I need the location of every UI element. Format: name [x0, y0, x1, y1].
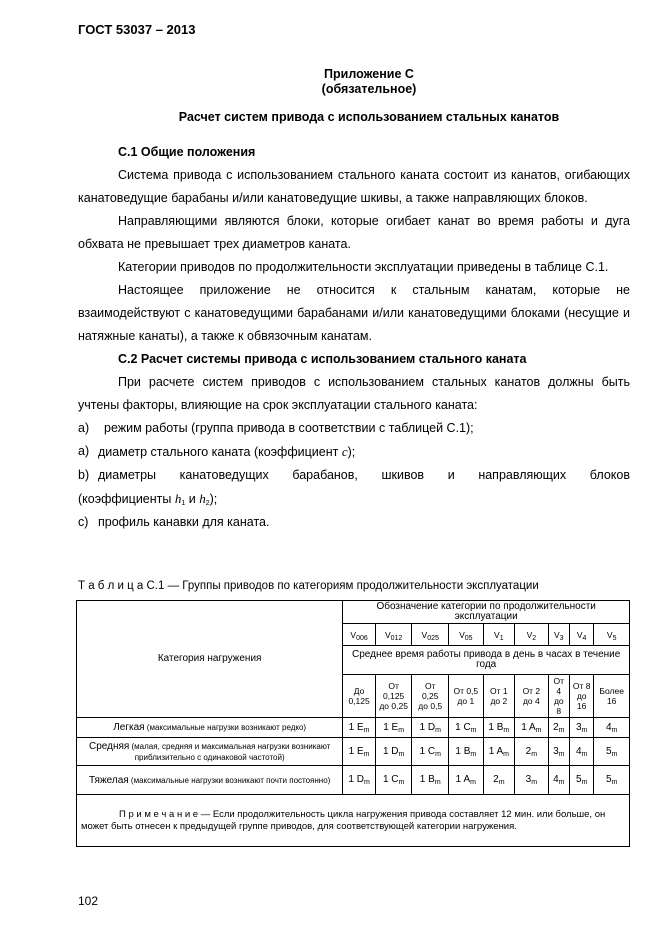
list-label: b): [78, 468, 90, 482]
range-cell: От 4 до 8: [548, 675, 569, 718]
paragraph-5: При расчете систем приводов с использованием стальных канатов должны быть учтены факторы, влияющие на срок эксплуатации стального каната:: [78, 375, 630, 412]
code-cell: $V_{012}$: [375, 624, 412, 646]
load-category-desc: (максимальные нагрузки возникают редко): [144, 723, 307, 732]
code-cell: $V_1$: [483, 624, 515, 646]
list-text: диаметр стального каната (коэффициент: [98, 445, 342, 459]
group-cell: $3_m$: [515, 766, 549, 795]
list-item-b: [78, 464, 630, 487]
group-cell: 1 $C_m$: [375, 766, 412, 795]
group-cell: $2_m$: [515, 738, 549, 766]
list-label: a): [78, 444, 90, 458]
note-text: — Если продолжительность цикла нагружения привода составляет 12 мин. или больше, он может быть отнесен к предыдущей группе приводов, для соответствующей категории нагружения.: [81, 808, 606, 832]
code-cell: $V_{025}$: [412, 624, 449, 646]
range-cell: От 0,125 до 0,25: [375, 675, 412, 718]
hours-header: Среднее время работы привода в день в часах в течение года: [343, 646, 630, 675]
group-cell: $5_m$: [594, 766, 630, 795]
range-cell: От 1 до 2: [483, 675, 515, 718]
appendix-title-block: [78, 67, 660, 97]
code-cell: $V_{05}$: [449, 624, 484, 646]
list-text: профиль канавки для каната.: [98, 515, 270, 529]
table-row: [77, 766, 630, 795]
group-cell: 1 $E_m$: [343, 738, 376, 766]
code-cell: $V_{006}$: [343, 624, 376, 646]
range-cell: До 0,125: [343, 675, 376, 718]
group-cell: $4_m$: [569, 738, 593, 766]
range-cell: Более 16: [594, 675, 630, 718]
load-category-name: Средняя: [88, 740, 130, 752]
paragraph-2: Направляющими являются блоки, которые огибает канат во время работы и дуга обхвата не превышает трех диаметров каната.: [78, 214, 630, 251]
list-label: c): [78, 515, 89, 529]
range-cell: От 0,25 до 0,5: [412, 675, 449, 718]
group-cell: 1 $E_m$: [343, 718, 376, 738]
list-item-b-cont: (коэффициенты $h_1$ и $h_2$);: [78, 491, 218, 507]
section-1-heading: С.1 Общие положения: [118, 145, 256, 159]
code-cell: $V_5$: [594, 624, 630, 646]
group-cell: 1 $D_m$: [375, 738, 412, 766]
group-cell: $4_m$: [548, 766, 569, 795]
load-category-cell: [77, 738, 343, 766]
code-cell: $V_2$: [515, 624, 549, 646]
appendix-heading: Расчет систем привода с использованием стальных канатов: [178, 110, 560, 124]
group-cell: 1 $B_m$: [483, 718, 515, 738]
code-cell: $V_3$: [548, 624, 569, 646]
code-cell: $V_4$: [569, 624, 593, 646]
group-cell: 1 $C_m$: [449, 718, 484, 738]
page-number: 102: [78, 894, 99, 908]
group-cell: 1 $A_m$: [483, 738, 515, 766]
table-note: [77, 795, 630, 847]
paragraph-1: Система привода с использованием стального каната состоит из канатов, огибающих канатоведущие барабаны и/или канатоведущие шкивы, а также направляющих блоков.: [78, 168, 630, 205]
group-cell: 1 $E_m$: [375, 718, 412, 738]
load-category-name: Тяжелая: [88, 774, 129, 786]
document-header: ГОСТ 53037 – 2013: [78, 22, 196, 37]
table-caption: Т а б л и ц а С.1 — Группы приводов по категориям продолжительности эксплуатации: [78, 580, 539, 592]
load-category-desc: (малая, средняя и максимальная нагрузки возникают приблизительно с одинаковой частотой): [129, 741, 331, 762]
group-cell: $3_m$: [548, 738, 569, 766]
group-cell: 1 $A_m$: [449, 766, 484, 795]
group-cell: $2_m$: [548, 718, 569, 738]
list-label: a): [78, 421, 90, 435]
durability-header: Обозначение категории по продолжительности эксплуатации: [343, 601, 630, 624]
list-item-a1: [78, 417, 630, 440]
group-cell: $4_m$: [594, 718, 630, 738]
group-cell: 1 $B_m$: [412, 766, 449, 795]
load-category-cell: [77, 766, 343, 795]
range-cell: От 8 до 16: [569, 675, 593, 718]
load-category-name: Легкая: [113, 722, 145, 733]
body-text: [78, 141, 630, 534]
group-cell: $5_m$: [569, 766, 593, 795]
list-item-a2: a) диаметр стального каната (коэффициент c);: [78, 440, 630, 464]
group-cell: $5_m$: [594, 738, 630, 766]
paragraph-3: Категории приводов по продолжительности эксплуатации приведены в таблице С.1.: [118, 260, 609, 274]
group-cell: $2_m$: [483, 766, 515, 795]
table-row: [77, 738, 630, 766]
load-category-desc: (максимальные нагрузки возникают почти постоянно): [128, 775, 331, 785]
list-item-c: [78, 511, 630, 534]
load-category-cell: [77, 718, 343, 738]
note-label: П р и м е ч а н и е: [119, 808, 199, 820]
group-cell: 1 $C_m$: [412, 738, 449, 766]
group-cell: 1 $B_m$: [449, 738, 484, 766]
group-cell: 1 $A_m$: [515, 718, 549, 738]
math-c: c: [341, 444, 348, 459]
section-2-heading: С.2 Расчет системы привода с использованием стального каната: [118, 352, 527, 366]
group-cell: 1 $D_m$: [412, 718, 449, 738]
appendix-status: (обязательное): [321, 82, 417, 96]
category-header: Категория нагружения: [77, 601, 343, 718]
group-cell: 1 $D_m$: [343, 766, 376, 795]
table-row: [77, 718, 630, 738]
list-text: режим работы (группа привода в соответствии с таблицей С.1);: [104, 421, 474, 435]
list-text: диаметры канатоведущих барабанов, шкивов и направляющих блоков: [98, 468, 630, 482]
group-cell: $3_m$: [569, 718, 593, 738]
drive-groups-table: [76, 600, 630, 847]
paragraph-4: Настоящее приложение не относится к стальным канатам, которые не взаимодействуют с канатоведущими барабанами и/или канатоведущими блоками (несущие и натяжные канаты), а также к обвязочным канатам.: [78, 283, 630, 343]
range-cell: От 0,5 до 1: [449, 675, 484, 718]
load-rows: [77, 718, 630, 795]
range-cell: От 2 до 4: [515, 675, 549, 718]
appendix-title: Приложение С: [324, 67, 414, 81]
